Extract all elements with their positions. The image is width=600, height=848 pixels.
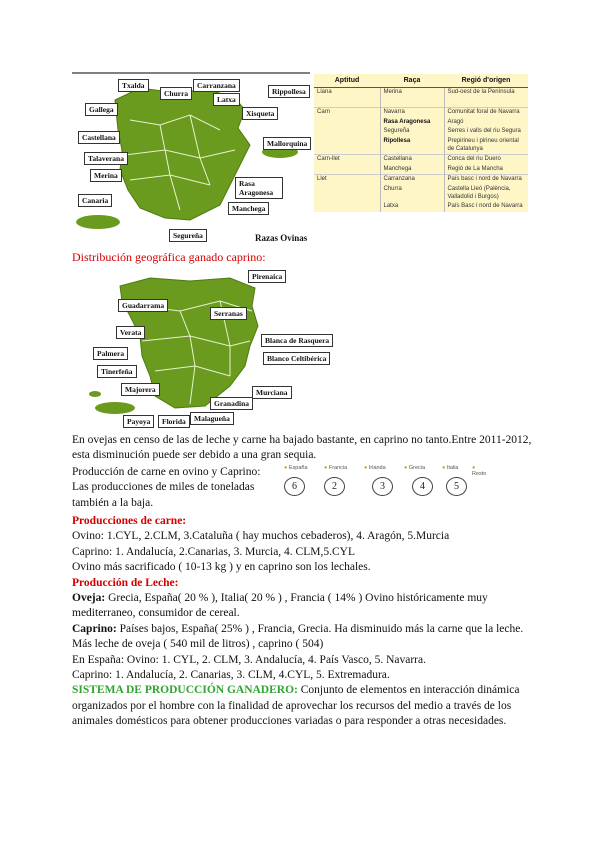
breed-cell: Castellana <box>380 155 444 165</box>
table-row <box>314 155 528 165</box>
legend-item: ● Irlanda <box>364 465 386 471</box>
table-row <box>314 202 528 212</box>
origin-cell: Sud-oest de la Península <box>444 88 528 98</box>
meat-heading: Producciones de carne: <box>72 515 187 527</box>
caprine-label: Guadarrama <box>118 299 168 312</box>
text-line: Más leche de oveja ( 540 mil de litros) , caprino ( 504) <box>72 638 324 651</box>
table-header: Aptitud <box>314 74 380 88</box>
aptitud-cell: Carn-llet <box>314 155 380 165</box>
legend-item: ● España <box>284 465 308 471</box>
ovine-label: Churra <box>160 87 192 100</box>
legend-item: ● Italia <box>442 465 459 471</box>
table-header: Regió d'origen <box>444 74 528 88</box>
caprine-breeds-map <box>80 266 330 431</box>
caprine-section-title: Distribución geográfica ganado caprino: <box>72 250 266 264</box>
origin-cell: Aragó <box>444 118 528 128</box>
meat-production-intro <box>72 465 282 511</box>
legend-item: ● Grecia <box>404 465 426 471</box>
ovine-label: Talaverana <box>84 152 128 165</box>
caprine-label: Tinerfeña <box>97 365 137 378</box>
ovine-label: Castellana <box>78 131 120 144</box>
milk-oveja <box>72 591 532 622</box>
table-row <box>314 175 528 185</box>
meat-section <box>72 514 532 730</box>
ovine-label: Carranzana <box>193 79 240 92</box>
ovine-label: Mallorquina <box>263 137 311 150</box>
origin-cell: Regió de La Mancha <box>444 165 528 175</box>
caprine-label: Murciana <box>252 386 292 399</box>
text-line: Ovino más sacrificado ( 10-13 kg ) y en caprino son los lechales. <box>72 561 371 574</box>
text-inline: Conjunto de elementos en interacción dinámica organizados por el hombre con la finalidad de aprovechar los recursos del medio a través de los animales domésticos para obtener producciones variadas o para responder a otras necesidades. <box>72 684 520 728</box>
aptitud-cell: Llana <box>314 88 380 98</box>
aptitud-cell: Carn <box>314 108 380 118</box>
breed-cell: Navarra <box>380 108 444 118</box>
ovine-breeds-map <box>70 70 315 250</box>
breed-cell: Churra <box>380 185 444 202</box>
origin-cell: Conca del riu Duero <box>444 155 528 165</box>
rank-circle: 3 <box>372 477 393 496</box>
caprine-label: Payoya <box>123 415 154 428</box>
breeds-table <box>314 74 528 212</box>
caprine-label: Serranas <box>210 307 247 320</box>
ovine-label: Canaria <box>78 194 112 207</box>
text-line: En España: Ovino: 1. CYL, 2. CLM, 3. Andalucía, 4. País Vasco, 5. Navarra. <box>72 653 426 666</box>
text-line: Caprino: 1. Andalucía, 2.Canarias, 3. Murcia, 4. CLM,5.CYL <box>72 545 355 558</box>
text-inline: Grecia, España( 20 % ), Italia( 20 % ) , Francia ( 14% ) Ovino históricamente muy mediterraneo, consumidor de cereal. <box>72 592 488 620</box>
breed-cell: Ripollesa <box>380 137 444 155</box>
label-bold: Caprino: <box>72 622 117 635</box>
caprine-label: Palmera <box>93 347 128 360</box>
aptitud-cell: Llet <box>314 175 380 185</box>
caprine-label: Verata <box>116 326 145 339</box>
ovine-label: Manchega <box>228 202 269 215</box>
legend-item: ● Francia <box>324 465 348 471</box>
ovine-label: Rippollesa <box>268 85 310 98</box>
table-row <box>314 137 528 155</box>
text-inline: Países bajos, España( 25% ) , Francia, Grecia. Ha disminuido más la carne que la leche. <box>116 622 524 635</box>
system-definition <box>72 683 532 729</box>
breed-cell: Segureña <box>380 127 444 137</box>
rank-circle: 2 <box>324 477 345 496</box>
text-line: Las producciones de miles de toneladas <box>72 481 255 494</box>
table-row <box>314 118 528 128</box>
ovine-map-caption: Razas Ovinas <box>255 233 308 243</box>
ovine-label: Segureña <box>169 229 207 242</box>
caprine-label: Blanco Celtibérica <box>263 352 330 365</box>
milk-heading: Producción de Leche: <box>72 576 179 589</box>
caprine-label: Pirenaica <box>248 270 286 283</box>
breed-cell: Merina <box>380 88 444 98</box>
table-row <box>314 165 528 175</box>
text-line: Producción de carne en ovino y Caprino: <box>72 466 261 478</box>
ovine-label: Xisqueta <box>242 107 278 120</box>
ovine-label: Latxa <box>213 93 240 106</box>
ovine-label: Txalda <box>118 79 149 92</box>
caprine-label: Florida <box>158 415 190 428</box>
rank-circle: 6 <box>284 477 305 496</box>
text-line: Ovino: 1.CYL, 2.CLM, 3.Cataluña ( hay muchos cebaderos), 4. Aragón, 5.Murcia <box>72 530 450 543</box>
caprine-label: Granadina <box>210 397 253 410</box>
system-label: SISTEMA DE PRODUCCIÓN GANADERO: <box>72 684 298 697</box>
origin-cell: Comunitat foral de Navarra <box>444 108 528 118</box>
ovine-label: Rasa Aragonesa <box>235 177 283 199</box>
origin-cell: Castella Lleó (Palència, Valladolid i Burgos) <box>444 185 528 202</box>
legend-item: ● Resto <box>472 465 487 477</box>
milk-caprino <box>72 622 532 637</box>
breed-cell: Latxa <box>380 202 444 212</box>
caprine-label: Malagueña <box>190 412 234 425</box>
breed-cell: Rasa Aragonesa <box>380 118 444 128</box>
origin-cell: País basc i nord de Navarra <box>444 175 528 185</box>
origin-cell: Prepirineu i pirineu oriental de Catalunya <box>444 137 528 155</box>
text-line: Caprino: 1. Andalucía, 2. Canarias, 3. CLM, 4.CYL, 5. Extremadura. <box>72 669 390 682</box>
table-row <box>314 185 528 202</box>
table-row <box>314 88 528 98</box>
ovine-label: Gallega <box>85 103 118 116</box>
text-line: también a la baja. <box>72 496 154 509</box>
paragraph-census: En ovejas en censo de las de leche y carne ha bajado bastante, en caprino no tanto.Entre 2011-2012, esta disminución puede ser debido a una gran sequia. <box>72 434 532 462</box>
origin-cell: País Basc i nord de Navarra <box>444 202 528 212</box>
table-header: Raça <box>380 74 444 88</box>
rank-circle: 4 <box>412 477 433 496</box>
table-row <box>314 108 528 118</box>
rank-circle: 5 <box>446 477 467 496</box>
caprine-label: Majorera <box>121 383 160 396</box>
table-row <box>314 127 528 137</box>
breeds-table-wrap <box>314 74 528 210</box>
caprine-label: Blanca de Rasquera <box>261 334 333 347</box>
origin-cell: Serres i valls del riu Segura <box>444 127 528 137</box>
breed-cell: Manchega <box>380 165 444 175</box>
ovine-label: Merina <box>90 169 122 182</box>
label-bold: Oveja: <box>72 592 106 605</box>
breed-cell: Carranzana <box>380 175 444 185</box>
